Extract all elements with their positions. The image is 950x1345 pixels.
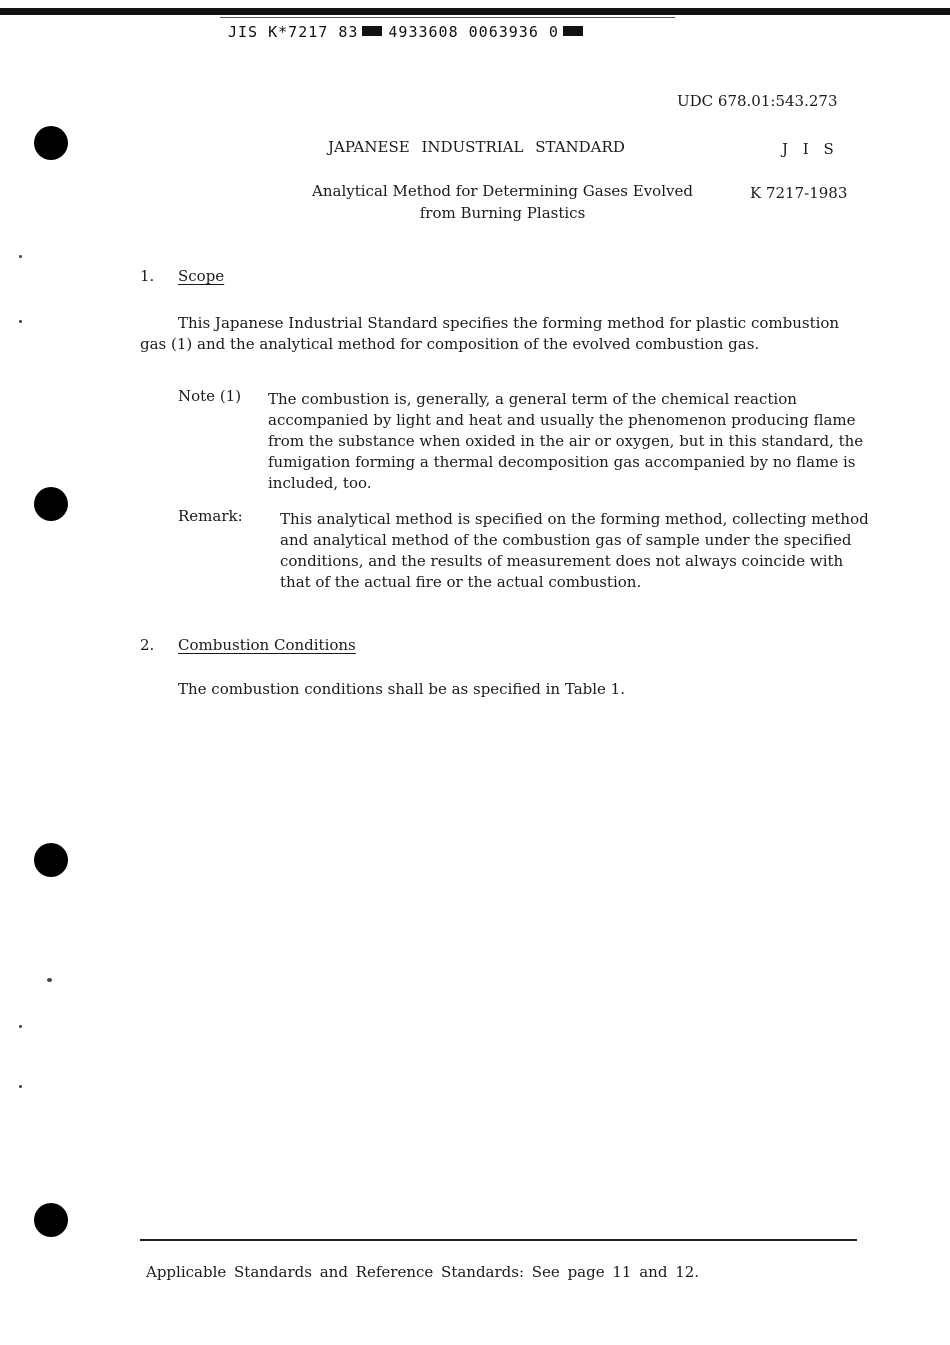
udc-number: UDC 678.01:543.273: [677, 92, 838, 110]
footer-divider: [140, 1239, 857, 1241]
remark-label: Remark:: [178, 507, 243, 525]
section-heading-scope: Scope: [178, 267, 225, 285]
document-title-line1: Analytical Method for Determining Gases Evolved: [312, 182, 693, 200]
redaction-block: [563, 26, 583, 36]
scope-paragraph: This Japanese Industrial Standard specifies the forming method for plastic combustion gas (1) and the analytical method for composition of the evolved combustion gas.: [140, 314, 840, 353]
top-border-rule: [220, 17, 675, 18]
section-number: 2.: [140, 636, 155, 654]
note-text: The combustion is, generally, a general term of the chemical reaction accompanied by light and heat and usually the phenomenon producing flame from the substance when oxided in the air or oxygen, but in this standard, the fumigation forming a thermal decomposition gas accompanied by no flame is included, too.: [268, 390, 864, 492]
jis-mark: J I S: [782, 140, 839, 158]
combustion-paragraph: The combustion conditions shall be as specified in Table 1.: [178, 680, 625, 698]
scan-speck: [47, 978, 52, 982]
section-heading-combustion-conditions: Combustion Conditions: [178, 636, 356, 654]
footer-reference: Applicable Standards and Reference Standards: See page 11 and 12.: [146, 1263, 700, 1281]
standard-title: JAPANESE INDUSTRIAL STANDARD: [328, 138, 625, 156]
section-number: 1.: [140, 267, 155, 285]
note-label: Note (1): [178, 387, 242, 405]
document-code: K 7217-1983: [750, 184, 848, 202]
document-title-line2: from Burning Plastics: [419, 204, 586, 222]
scan-speck: [19, 320, 22, 323]
scan-speck: [19, 1085, 22, 1088]
punch-hole: [34, 1203, 68, 1237]
header-code-part2: 4933608 0063936 0: [388, 23, 559, 41]
scan-speck: [19, 1025, 22, 1028]
document-title: [270, 180, 735, 224]
header-code-part1: JIS K*7217 83: [228, 23, 359, 41]
punch-hole: [34, 843, 68, 877]
scan-speck: [19, 255, 22, 258]
punch-hole: [34, 487, 68, 521]
top-border-bar: [0, 8, 950, 15]
redaction-block: [362, 26, 382, 36]
punch-hole: [34, 126, 68, 160]
remark-text: This analytical method is specified on the forming method, collecting method and analytical method of the combustion gas of sample under the specified conditions, and the results of measurement does not always coincide with that of the actual fire or the actual combustion.: [280, 510, 869, 591]
header-code: [228, 23, 589, 41]
